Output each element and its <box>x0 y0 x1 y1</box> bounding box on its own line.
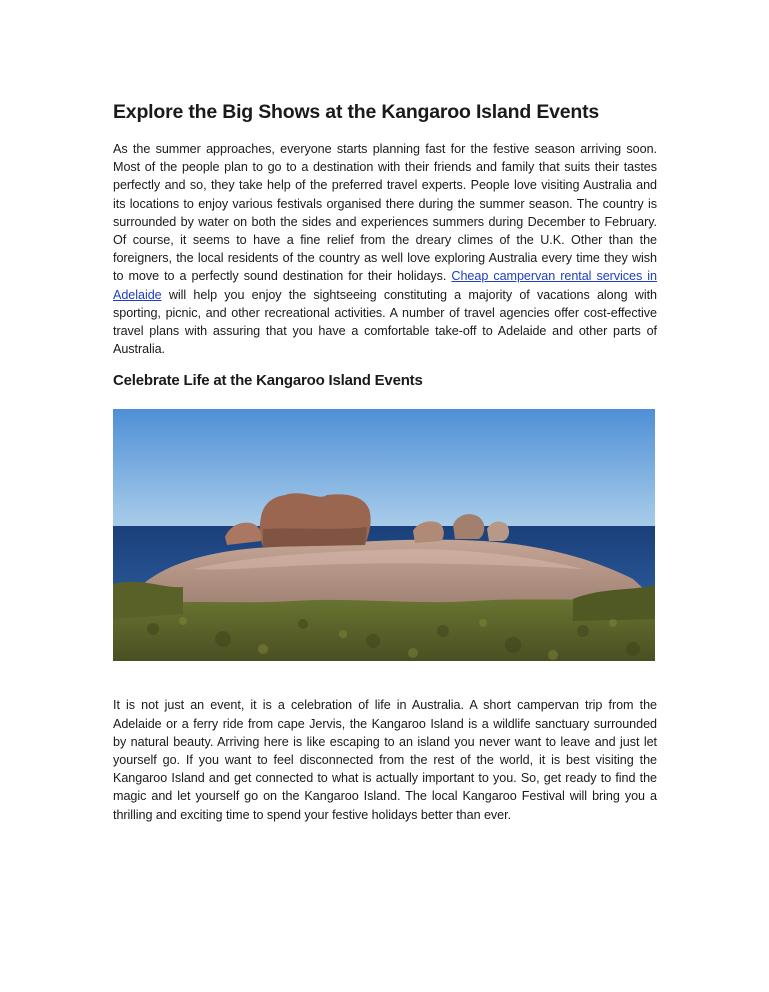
document-page <box>113 98 657 824</box>
remarkable-rocks-photo <box>113 409 655 661</box>
scrub-left <box>113 582 183 619</box>
body-paragraph: It is not just an event, it is a celebration of life in Australia. A short campervan trip from the Adelaide or a ferry ride from cape Jervis, the Kangaroo Island is a wildlife sanctuary surrounded by natural beauty. Arriving here is like escaping to an island you never want to leave and just let yourself go. If you want to feel disconnected from the rest of the world, it is best visiting the Kangaroo Island and get connected to what is actually important to you. So, get ready to find the magic and let yourself go on the Kangaroo Island. The local Kangaroo Festival will bring you a thrilling and exciting time to spend your festive holidays better than ever. <box>113 698 657 822</box>
big-rock-shadow <box>263 527 367 547</box>
campervan-rental-link[interactable]: Cheap campervan rental services in Adelaide <box>113 269 657 302</box>
sky <box>113 409 655 527</box>
intro-text-before-link: As the summer approaches, everyone starts planning fast for the festive season arriving soon. Most of the people plan to go to a destination with their friends and family that suits their tastes perfectly and so, they take help of the preferred travel experts. People love visiting Australia and its locations to enjoy various festivals organised there during the summer season. The country is surrounded by water on both the sides and experiences summers during December to February. Of course, it seems to have a fine relief from the dreary climes of the U.K. Other than the foreigners, the local residents of the country as well love exploring Australia every time they wish to move to a perfectly sound destination for their holidays. <box>113 142 657 284</box>
page-title: Explore the Big Shows at the Kangaroo Island Events <box>113 101 600 123</box>
intro-text-after-link: will help you enjoy the sightseeing constituting a majority of vacations along with sporting, picnic, and other recreational activities. A number of travel agencies offer cost-effective travel plans with assuring that you have a comfortable take-off to Adelaide and other parts of Australia. <box>113 287 657 357</box>
section-heading: Celebrate Life at the Kangaroo Island Events <box>113 372 423 390</box>
intro-paragraph <box>113 140 657 358</box>
